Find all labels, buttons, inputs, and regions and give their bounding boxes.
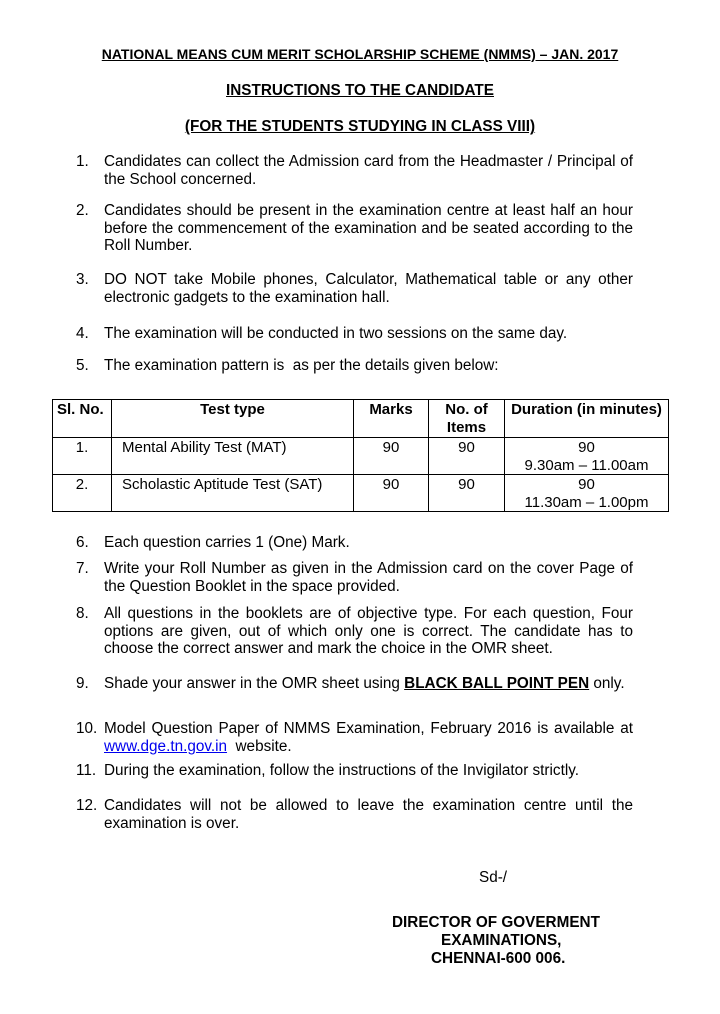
instruction-item: [76, 325, 633, 343]
signatory-line-3: CHENNAI-600 006.: [431, 950, 566, 967]
instruction-item: [76, 202, 633, 255]
item-number: 12.: [76, 797, 98, 814]
instruction-item: [76, 271, 633, 306]
item-text: All questions in the booklets are of objective type. For each question, Four options are given, out of which only one is correct. The candidate has to choose the correct answer and mark the choice in the OMR sheet.: [104, 605, 633, 658]
item-number: 10.: [76, 720, 98, 737]
header-marks: Marks: [354, 400, 429, 438]
signatory-line-1: DIRECTOR OF GOVERMENT: [392, 914, 600, 931]
item-text: During the examination, follow the instructions of the Invigilator strictly.: [104, 762, 579, 779]
instruction-item: [76, 357, 633, 375]
header-duration: Duration (in minutes): [505, 400, 669, 438]
instruction-item: [76, 560, 633, 595]
instruction-item: [76, 153, 633, 188]
item-number: 11.: [76, 762, 97, 779]
item-number: 7.: [76, 560, 89, 577]
table-row: [53, 475, 669, 512]
duration-value: 90: [578, 439, 595, 456]
cell-test: Mental Ability Test (MAT): [112, 438, 354, 475]
cell-duration: [505, 475, 669, 512]
item-text: Candidates will not be allowed to leave the examination centre until the examination is over.: [104, 797, 633, 832]
duration-value: 90: [578, 476, 595, 493]
item-text: Each question carries 1 (One) Mark.: [104, 534, 350, 551]
cell-duration: [505, 438, 669, 475]
instruction-item: [76, 534, 633, 552]
instruction-item: [76, 675, 633, 693]
document-title: NATIONAL MEANS CUM MERIT SCHOLARSHIP SCHEME (NMMS) – JAN. 2017: [101, 46, 619, 62]
item-text: Candidates should be present in the examination centre at least half an hour before the commencement of the examination and be seated according to the Roll Number.: [104, 202, 633, 255]
cell-items: 90: [429, 475, 505, 512]
header-sl-no: Sl. No.: [53, 400, 112, 438]
duration-time: 9.30am – 11.00am: [524, 456, 649, 474]
item-text: Candidates can collect the Admission card from the Headmaster / Principal of the School concerned.: [104, 153, 633, 188]
item-number: 1.: [76, 153, 89, 170]
item-text: The examination will be conducted in two sessions on the same day.: [104, 325, 568, 342]
cell-items: 90: [429, 438, 505, 475]
item-number: 2.: [76, 202, 89, 219]
text-part: Model Question Paper of NMMS Examination, February 2016 is available at: [104, 720, 633, 737]
cell-sl: 1.: [53, 438, 112, 475]
item-text: [104, 675, 633, 693]
text-part: website.: [227, 737, 292, 755]
item-number: 3.: [76, 271, 89, 288]
instruction-item: [76, 720, 633, 755]
instruction-item: [76, 762, 633, 780]
item-number: 5.: [76, 357, 89, 374]
item-number: 8.: [76, 605, 89, 622]
pen-emphasis: BLACK BALL POINT PEN: [404, 675, 590, 692]
table-header-row: [53, 400, 669, 438]
item-number: 6.: [76, 534, 89, 551]
signatory-line-2: EXAMINATIONS,: [441, 932, 562, 949]
table-row: [53, 438, 669, 475]
class-heading: (FOR THE STUDENTS STUDYING IN CLASS VIII): [184, 118, 536, 135]
header-no-of-items: No. of Items: [429, 400, 505, 438]
header-test-type: Test type: [112, 400, 354, 438]
duration-time: 11.30am – 1.00pm: [524, 493, 649, 511]
dge-website-link[interactable]: www.dge.tn.gov.in: [104, 737, 228, 755]
exam-pattern-table: [52, 399, 669, 512]
item-text: [104, 720, 633, 755]
cell-test: Scholastic Aptitude Test (SAT): [112, 475, 354, 512]
item-number: 4.: [76, 325, 89, 342]
instruction-item: [76, 605, 633, 658]
item-text: DO NOT take Mobile phones, Calculator, Mathematical table or any other electronic gadgets to the examination hall.: [104, 271, 633, 306]
signature-sd: Sd-/: [479, 869, 508, 886]
text-part: Shade your answer in the OMR sheet using: [104, 675, 405, 692]
text-part: only.: [589, 675, 625, 692]
cell-marks: 90: [354, 475, 429, 512]
instructions-heading: INSTRUCTIONS TO THE CANDIDATE: [226, 82, 494, 99]
item-number: 9.: [76, 675, 89, 692]
item-text: The examination pattern is as per the details given below:: [104, 357, 499, 374]
instruction-item: [76, 797, 633, 832]
item-text: Write your Roll Number as given in the Admission card on the cover Page of the Question Booklet in the space provided.: [104, 560, 633, 595]
cell-marks: 90: [354, 438, 429, 475]
cell-sl: 2.: [53, 475, 112, 512]
